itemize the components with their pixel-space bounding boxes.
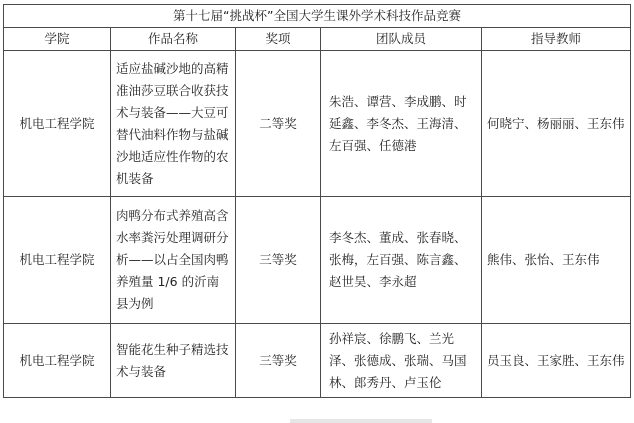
- advisor-cell: 何晓宁、杨丽丽、王东伟: [482, 51, 631, 197]
- work-cell: 智能花生种子精选技术与装备: [111, 324, 236, 398]
- college-cell: 机电工程学院: [4, 51, 111, 197]
- work-cell: 肉鸭分布式养殖高含水率粪污处理调研分析——以占全国肉鸭养殖量 1/6 的沂南县为例: [111, 197, 236, 324]
- header-advisor: 指导教师: [482, 28, 631, 51]
- table-row: [4, 197, 631, 324]
- header-row: [4, 28, 631, 51]
- college-cell: 机电工程学院: [4, 197, 111, 324]
- team-cell: 李冬杰、董成、张春晓、张梅，左百强、陈言鑫、赵世昊、李永超: [321, 197, 482, 324]
- scroll-remnant: [290, 419, 432, 423]
- team-cell: 朱浩、谭营、李成鹏、时延鑫、李冬杰、王海清、左百强、任德港: [321, 51, 482, 197]
- table-row: [4, 324, 631, 398]
- award-cell: 三等奖: [236, 324, 321, 398]
- table-title: 第十七届“挑战杯”全国大学生课外学术科技作品竞赛: [4, 5, 631, 28]
- header-team: 团队成员: [321, 28, 482, 51]
- header-college: 学院: [4, 28, 111, 51]
- advisor-cell: 熊伟、张怡、王东伟: [482, 197, 631, 324]
- header-work: 作品名称: [111, 28, 236, 51]
- table-row: [4, 51, 631, 197]
- award-cell: 三等奖: [236, 197, 321, 324]
- college-cell: 机电工程学院: [4, 324, 111, 398]
- award-cell: 二等奖: [236, 51, 321, 197]
- header-award: 奖项: [236, 28, 321, 51]
- work-cell: 适应盐碱沙地的高精准油莎豆联合收获技术与装备——大豆可替代油料作物与盐碱沙地适应性作物的农机装备: [111, 51, 236, 197]
- advisor-cell: 员玉良、王家胜、王东伟: [482, 324, 631, 398]
- team-cell: 孙祥宸、徐鹏飞、兰光泽、张德成、张瑞、马国林、郎秀丹、卢玉伦: [321, 324, 482, 398]
- table-title-row: [4, 5, 631, 28]
- award-table: [3, 4, 631, 398]
